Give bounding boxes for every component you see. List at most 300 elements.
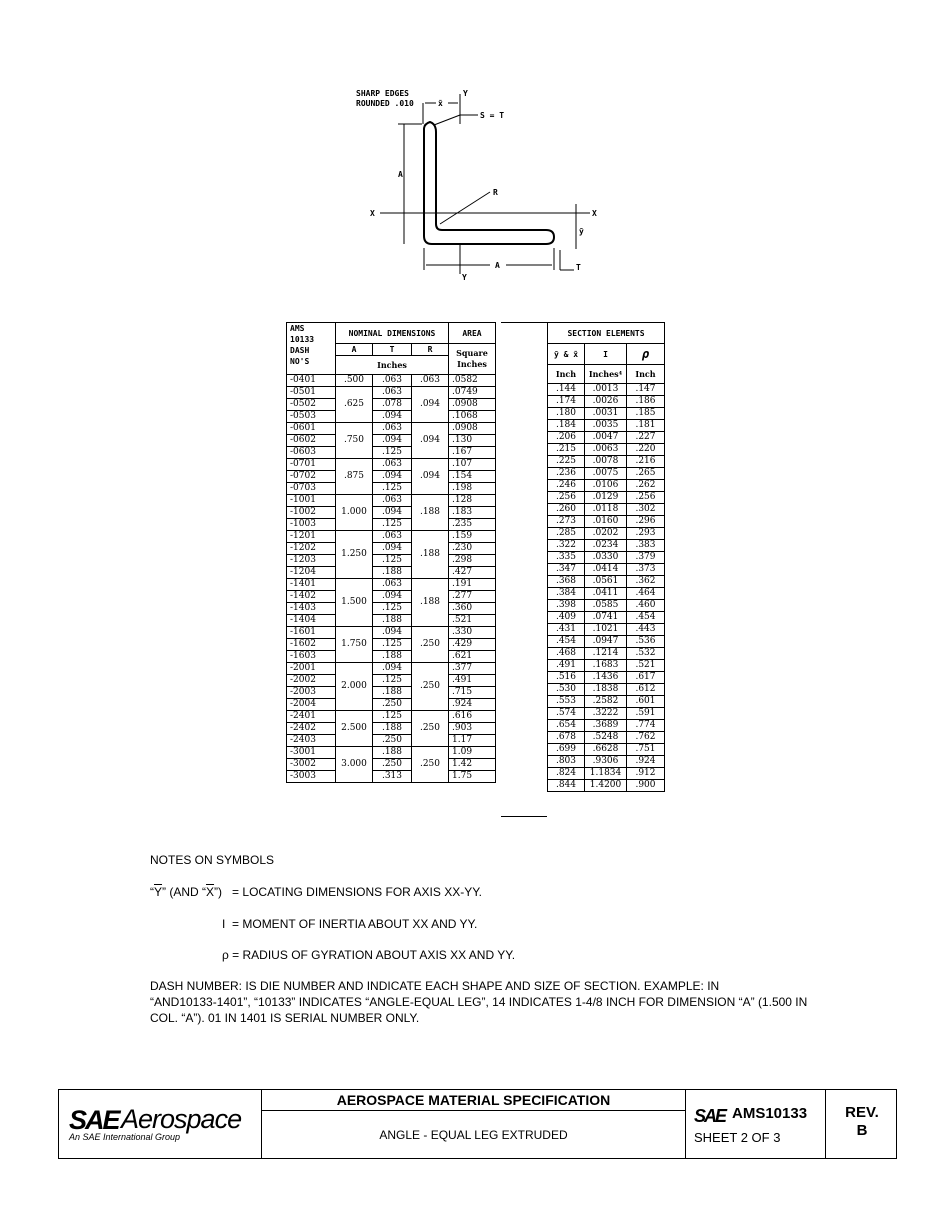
thickness-t-cell: .078 [373, 399, 412, 411]
yx-cell: .144 [548, 384, 585, 396]
dimension-row [287, 519, 496, 531]
yx-cell: .409 [548, 612, 585, 624]
section-row [548, 600, 665, 612]
rho-cell: .924 [627, 756, 665, 768]
dimension-row [287, 387, 496, 399]
dash-number-cell: -1404 [287, 615, 336, 627]
yx-cell: .803 [548, 756, 585, 768]
thickness-t-cell: .125 [373, 483, 412, 495]
dimension-row [287, 375, 496, 387]
dash-number-cell: -1403 [287, 603, 336, 615]
radius-r-cell: .188 [412, 579, 449, 627]
inertia-cell: .0160 [585, 516, 627, 528]
yx-cell: .322 [548, 540, 585, 552]
section-row [548, 780, 665, 792]
inertia-cell: 1.1834 [585, 768, 627, 780]
dimension-row [287, 579, 496, 591]
x-axis-right-label: X [592, 209, 597, 218]
yx-cell: .368 [548, 576, 585, 588]
radius-r-cell: .250 [412, 711, 449, 747]
dash-number-cell: -2401 [287, 711, 336, 723]
rho-cell: .265 [627, 468, 665, 480]
dimension-row [287, 699, 496, 711]
i-symbol: I [222, 917, 226, 931]
yx-cell: .516 [548, 672, 585, 684]
section-row [548, 480, 665, 492]
section-row [548, 636, 665, 648]
dimension-row [287, 651, 496, 663]
thickness-t-cell: .125 [373, 711, 412, 723]
dash-number-cell: -3003 [287, 771, 336, 783]
logo-subtitle: An SAE International Group [69, 1132, 181, 1142]
rho-cell: .373 [627, 564, 665, 576]
radius-r-cell: .250 [412, 663, 449, 711]
dash-number-cell: -0503 [287, 411, 336, 423]
doc-number: AMS10133 [732, 1105, 808, 1122]
y-axis-bottom-label: Y [462, 273, 467, 282]
rho-cell: .220 [627, 444, 665, 456]
dimension-row [287, 687, 496, 699]
area-cell: .377 [449, 663, 496, 675]
ams-header-line1: AMS [290, 324, 305, 333]
rho-cell: .256 [627, 492, 665, 504]
r-label: R [493, 188, 498, 197]
section-row [548, 432, 665, 444]
dimension-row [287, 543, 496, 555]
dash-number-note [150, 978, 850, 1026]
note-radius-of-gyration [222, 947, 515, 963]
inertia-cell: .0234 [585, 540, 627, 552]
thickness-t-cell: .063 [373, 495, 412, 507]
dimension-a-cell: 2.500 [336, 711, 373, 747]
area-cell: .360 [449, 603, 496, 615]
yx-cell: .431 [548, 624, 585, 636]
dash-number-cell: -1401 [287, 579, 336, 591]
area-cell: .191 [449, 579, 496, 591]
area-cell: .427 [449, 567, 496, 579]
dimension-a-cell: 1.500 [336, 579, 373, 627]
thickness-t-cell: .094 [373, 627, 412, 639]
dash-note-line2: “AND10133-1401”, “10133” INDICATES “ANGLE-EQUAL LEG”, 14 INDICATES 1-4/8 INCH FOR DIMENSION “A” (1.500 IN [150, 995, 808, 1009]
inertia-cell: .1436 [585, 672, 627, 684]
sae-logo-mark: SAE [69, 1105, 119, 1135]
rho-cell: .296 [627, 516, 665, 528]
area-cell: .1068 [449, 411, 496, 423]
inertia-cell: .3689 [585, 720, 627, 732]
area-cell: .183 [449, 507, 496, 519]
yx-cell: .246 [548, 480, 585, 492]
nominal-dimensions-header: NOMINAL DIMENSIONS [336, 323, 449, 344]
dash-note-line1: DASH NUMBER: IS DIE NUMBER AND INDICATE EACH SHAPE AND SIZE OF SECTION. EXAMPLE: IN [150, 979, 720, 993]
inertia-cell: .0035 [585, 420, 627, 432]
dash-number-cell: -3002 [287, 759, 336, 771]
section-row [548, 648, 665, 660]
notes-heading: NOTES ON SYMBOLS [150, 853, 275, 867]
spec-cell [262, 1090, 686, 1158]
area-cell: .198 [449, 483, 496, 495]
ams-header-line3: DASH [290, 346, 310, 355]
inertia-cell: .0585 [585, 600, 627, 612]
thickness-t-cell: .094 [373, 543, 412, 555]
section-row [548, 672, 665, 684]
thickness-t-cell: .125 [373, 603, 412, 615]
dash-number-cell: -1002 [287, 507, 336, 519]
dash-number-cell: -0401 [287, 375, 336, 387]
dimension-row [287, 411, 496, 423]
note-moment-of-inertia [222, 916, 477, 932]
radius-r-cell: .094 [412, 423, 449, 459]
section-row [548, 540, 665, 552]
x-axis-left-label: X [370, 209, 375, 218]
sharp-edges-note-line2: ROUNDED .010 [356, 99, 414, 108]
rho-cell: .181 [627, 420, 665, 432]
rho-cell: .460 [627, 600, 665, 612]
dash-number-cell: -0601 [287, 423, 336, 435]
nominal-dimensions-table [286, 322, 496, 783]
yx-cell: .678 [548, 732, 585, 744]
dash-number-cell: -0501 [287, 387, 336, 399]
dimension-a-cell: 3.000 [336, 747, 373, 783]
angle-section-diagram [350, 84, 620, 284]
dash-note-line3: COL. “A”). 01 IN 1401 IS SERIAL NUMBER ONLY. [150, 1011, 420, 1025]
inertia-cell: .2582 [585, 696, 627, 708]
angle-profile [424, 122, 554, 244]
dash-number-cell: -2004 [287, 699, 336, 711]
section-row [548, 768, 665, 780]
thickness-t-cell: .125 [373, 555, 412, 567]
col-r-header: R [412, 344, 449, 356]
inertia-cell: .0411 [585, 588, 627, 600]
dimension-a-cell: 1.250 [336, 531, 373, 579]
section-row [548, 588, 665, 600]
area-cell: .330 [449, 627, 496, 639]
inertia-cell: .3222 [585, 708, 627, 720]
section-row [548, 744, 665, 756]
area-cell: .616 [449, 711, 496, 723]
inertia-cell: .0063 [585, 444, 627, 456]
rho-cell: .521 [627, 660, 665, 672]
inertia-cell: .6628 [585, 744, 627, 756]
yx-cell: .184 [548, 420, 585, 432]
thickness-t-cell: .313 [373, 771, 412, 783]
sae-small-logo: SAE [694, 1106, 726, 1126]
ams-header-line4: NO'S [290, 357, 310, 366]
i-header: I [585, 344, 627, 365]
thickness-t-cell: .188 [373, 747, 412, 759]
dash-number-cell: -1603 [287, 651, 336, 663]
dash-number-cell: -2402 [287, 723, 336, 735]
area-cell: .429 [449, 639, 496, 651]
dimension-row [287, 735, 496, 747]
dash-number-cell: -1001 [287, 495, 336, 507]
table-spacer [501, 322, 547, 817]
section-row [548, 684, 665, 696]
spec-title: AEROSPACE MATERIAL SPECIFICATION [262, 1090, 685, 1111]
inertia-cell: .0741 [585, 612, 627, 624]
dimension-row [287, 531, 496, 543]
rho-cell: .302 [627, 504, 665, 516]
dash-number-cell: -1202 [287, 543, 336, 555]
yx-header: ȳ & x̄ [548, 344, 585, 365]
inertia-cell: .0013 [585, 384, 627, 396]
yx-cell: .553 [548, 696, 585, 708]
inertia-cell: .1683 [585, 660, 627, 672]
quote-close: ”) [214, 885, 223, 899]
rho-cell: .443 [627, 624, 665, 636]
inertia-cell: .0075 [585, 468, 627, 480]
yx-cell: .180 [548, 408, 585, 420]
area-cell: .130 [449, 435, 496, 447]
y-axis-top-label: Y [463, 89, 468, 98]
section-row [548, 444, 665, 456]
area-cell: 1.17 [449, 735, 496, 747]
radius-r-cell: .063 [412, 375, 449, 387]
dimension-a-cell: .750 [336, 423, 373, 459]
radius-r-cell: .188 [412, 495, 449, 531]
area-cell: .230 [449, 543, 496, 555]
section-row [548, 516, 665, 528]
dash-number-cell: -1204 [287, 567, 336, 579]
section-row [548, 612, 665, 624]
xbar-label: x̄ [438, 99, 443, 108]
thickness-t-cell: .094 [373, 411, 412, 423]
inches-area-label: Inches [457, 359, 487, 369]
thickness-t-cell: .250 [373, 735, 412, 747]
yx-cell: .468 [548, 648, 585, 660]
dimension-row [287, 555, 496, 567]
yx-cell: .335 [548, 552, 585, 564]
rho-cell: .591 [627, 708, 665, 720]
rho-cell: .532 [627, 648, 665, 660]
rho-cell: .612 [627, 684, 665, 696]
dimension-row [287, 591, 496, 603]
square-inches-header [449, 344, 496, 375]
and-text: ” (AND “ [162, 885, 207, 899]
dimension-row [287, 675, 496, 687]
dash-number-cell: -2002 [287, 675, 336, 687]
dash-number-cell: -0603 [287, 447, 336, 459]
inertia-cell: .0202 [585, 528, 627, 540]
dimension-row [287, 435, 496, 447]
s-eq-t-label: S = T [480, 111, 505, 120]
sharp-edges-note-line1: SHARP EDGES [356, 89, 409, 98]
a-vertical-label: A [398, 170, 403, 179]
thickness-t-cell: .094 [373, 507, 412, 519]
rev-value: B [856, 1122, 868, 1139]
inertia-cell: .0330 [585, 552, 627, 564]
yx-cell: .574 [548, 708, 585, 720]
area-cell: .128 [449, 495, 496, 507]
dimension-a-cell: 1.000 [336, 495, 373, 531]
locating-definition: = LOCATING DIMENSIONS FOR AXIS XX-YY. [232, 885, 482, 899]
yx-cell: .236 [548, 468, 585, 480]
area-cell: 1.09 [449, 747, 496, 759]
dash-number-cell: -1203 [287, 555, 336, 567]
dash-number-cell: -1201 [287, 531, 336, 543]
rho-cell: .617 [627, 672, 665, 684]
radius-r-cell: .094 [412, 387, 449, 423]
area-cell: .0908 [449, 423, 496, 435]
area-cell: .0582 [449, 375, 496, 387]
section-row [548, 396, 665, 408]
yx-cell: .654 [548, 720, 585, 732]
dash-number-cell: -0602 [287, 435, 336, 447]
thickness-t-cell: .125 [373, 675, 412, 687]
ybar-symbol: $\overline{Y}$ [154, 885, 163, 899]
dash-number-cell: -0702 [287, 471, 336, 483]
dimension-row [287, 507, 496, 519]
area-cell: .154 [449, 471, 496, 483]
dimension-row [287, 747, 496, 759]
rho-header: ρ [627, 344, 665, 365]
yx-cell: .285 [548, 528, 585, 540]
dimension-row [287, 423, 496, 435]
section-row [548, 384, 665, 396]
section-row [548, 660, 665, 672]
quote-open: “ [150, 885, 154, 899]
yx-cell: .225 [548, 456, 585, 468]
yx-cell: .844 [548, 780, 585, 792]
radius-r-cell: .250 [412, 747, 449, 783]
rho-cell: .900 [627, 780, 665, 792]
yx-cell: .398 [548, 600, 585, 612]
area-cell: .0908 [449, 399, 496, 411]
dimension-a-cell: .625 [336, 387, 373, 423]
section-row [548, 576, 665, 588]
inertia-cell: .0561 [585, 576, 627, 588]
section-row [548, 420, 665, 432]
dimension-row [287, 639, 496, 651]
dimension-row [287, 447, 496, 459]
inertia-cell: .0026 [585, 396, 627, 408]
dimension-a-cell: .500 [336, 375, 373, 387]
rho-cell: .454 [627, 612, 665, 624]
inertia-cell: .1021 [585, 624, 627, 636]
rho-symbol: ρ [222, 948, 229, 962]
yx-cell: .824 [548, 768, 585, 780]
dimension-row [287, 399, 496, 411]
area-cell: .924 [449, 699, 496, 711]
dash-number-cell: -1402 [287, 591, 336, 603]
dash-number-cell: -2001 [287, 663, 336, 675]
doc-number-cell [686, 1090, 826, 1158]
ams-dash-header [287, 323, 336, 375]
section-row [548, 528, 665, 540]
section-row [548, 564, 665, 576]
dash-number-cell: -0701 [287, 459, 336, 471]
rho-cell: .762 [627, 732, 665, 744]
yx-cell: .256 [548, 492, 585, 504]
thickness-t-cell: .125 [373, 519, 412, 531]
area-cell: 1.75 [449, 771, 496, 783]
inertia-cell: .0129 [585, 492, 627, 504]
thickness-t-cell: .188 [373, 615, 412, 627]
inches4-header: Inches⁴ [585, 365, 627, 384]
col-t-header: T [373, 344, 412, 356]
inertia-cell: .0078 [585, 456, 627, 468]
section-row [548, 408, 665, 420]
aerospace-logo-text: Aerospace [121, 1104, 242, 1134]
inch-header-2: Inch [627, 365, 665, 384]
inertia-cell: .0947 [585, 636, 627, 648]
thickness-t-cell: .188 [373, 567, 412, 579]
rho-cell: .147 [627, 384, 665, 396]
thickness-t-cell: .188 [373, 651, 412, 663]
rho-cell: .601 [627, 696, 665, 708]
rho-cell: .293 [627, 528, 665, 540]
sheet-number: SHEET 2 OF 3 [694, 1130, 781, 1145]
section-row [548, 732, 665, 744]
inertia-cell: 1.4200 [585, 780, 627, 792]
t-label: T [576, 263, 581, 272]
dash-number-cell: -2403 [287, 735, 336, 747]
dimension-row [287, 459, 496, 471]
rho-cell: .383 [627, 540, 665, 552]
area-cell: .715 [449, 687, 496, 699]
section-row [548, 552, 665, 564]
a-horizontal-label: A [495, 261, 500, 270]
area-cell: .277 [449, 591, 496, 603]
yx-cell: .530 [548, 684, 585, 696]
spec-subtitle: ANGLE - EQUAL LEG EXTRUDED [379, 1128, 568, 1142]
dash-number-cell: -2003 [287, 687, 336, 699]
inertia-cell: .0414 [585, 564, 627, 576]
rho-cell: .751 [627, 744, 665, 756]
rev-label: REV. [845, 1104, 879, 1121]
inertia-cell: .0118 [585, 504, 627, 516]
dimension-row [287, 723, 496, 735]
area-cell: .621 [449, 651, 496, 663]
area-cell: .235 [449, 519, 496, 531]
radius-r-cell: .188 [412, 531, 449, 579]
radius-r-cell: .094 [412, 459, 449, 495]
r-leader [440, 192, 490, 224]
col-a-header: A [336, 344, 373, 356]
inertia-cell: .1838 [585, 684, 627, 696]
s-eq-t-leader [434, 115, 460, 125]
thickness-t-cell: .094 [373, 471, 412, 483]
rho-cell: .464 [627, 588, 665, 600]
section-row [548, 504, 665, 516]
title-block [58, 1089, 897, 1159]
dimension-row [287, 495, 496, 507]
area-cell: .167 [449, 447, 496, 459]
section-row [548, 456, 665, 468]
inertia-cell: .0106 [585, 480, 627, 492]
yx-cell: .273 [548, 516, 585, 528]
dimension-row [287, 771, 496, 783]
thickness-t-cell: .125 [373, 447, 412, 459]
section-row [548, 720, 665, 732]
inch-header-1: Inch [548, 365, 585, 384]
inertia-cell: .1214 [585, 648, 627, 660]
dimension-row [287, 483, 496, 495]
inertia-cell: .0047 [585, 432, 627, 444]
thickness-t-cell: .250 [373, 759, 412, 771]
dash-number-cell: -1003 [287, 519, 336, 531]
thickness-t-cell: .188 [373, 723, 412, 735]
rho-cell: .774 [627, 720, 665, 732]
yx-cell: .215 [548, 444, 585, 456]
dimension-row [287, 615, 496, 627]
dash-number-cell: -0502 [287, 399, 336, 411]
thickness-t-cell: .250 [373, 699, 412, 711]
area-cell: 1.42 [449, 759, 496, 771]
inertia-definition: = MOMENT OF INERTIA ABOUT XX AND YY. [232, 917, 478, 931]
section-row [548, 624, 665, 636]
thickness-t-cell: .063 [373, 579, 412, 591]
dimension-row [287, 567, 496, 579]
